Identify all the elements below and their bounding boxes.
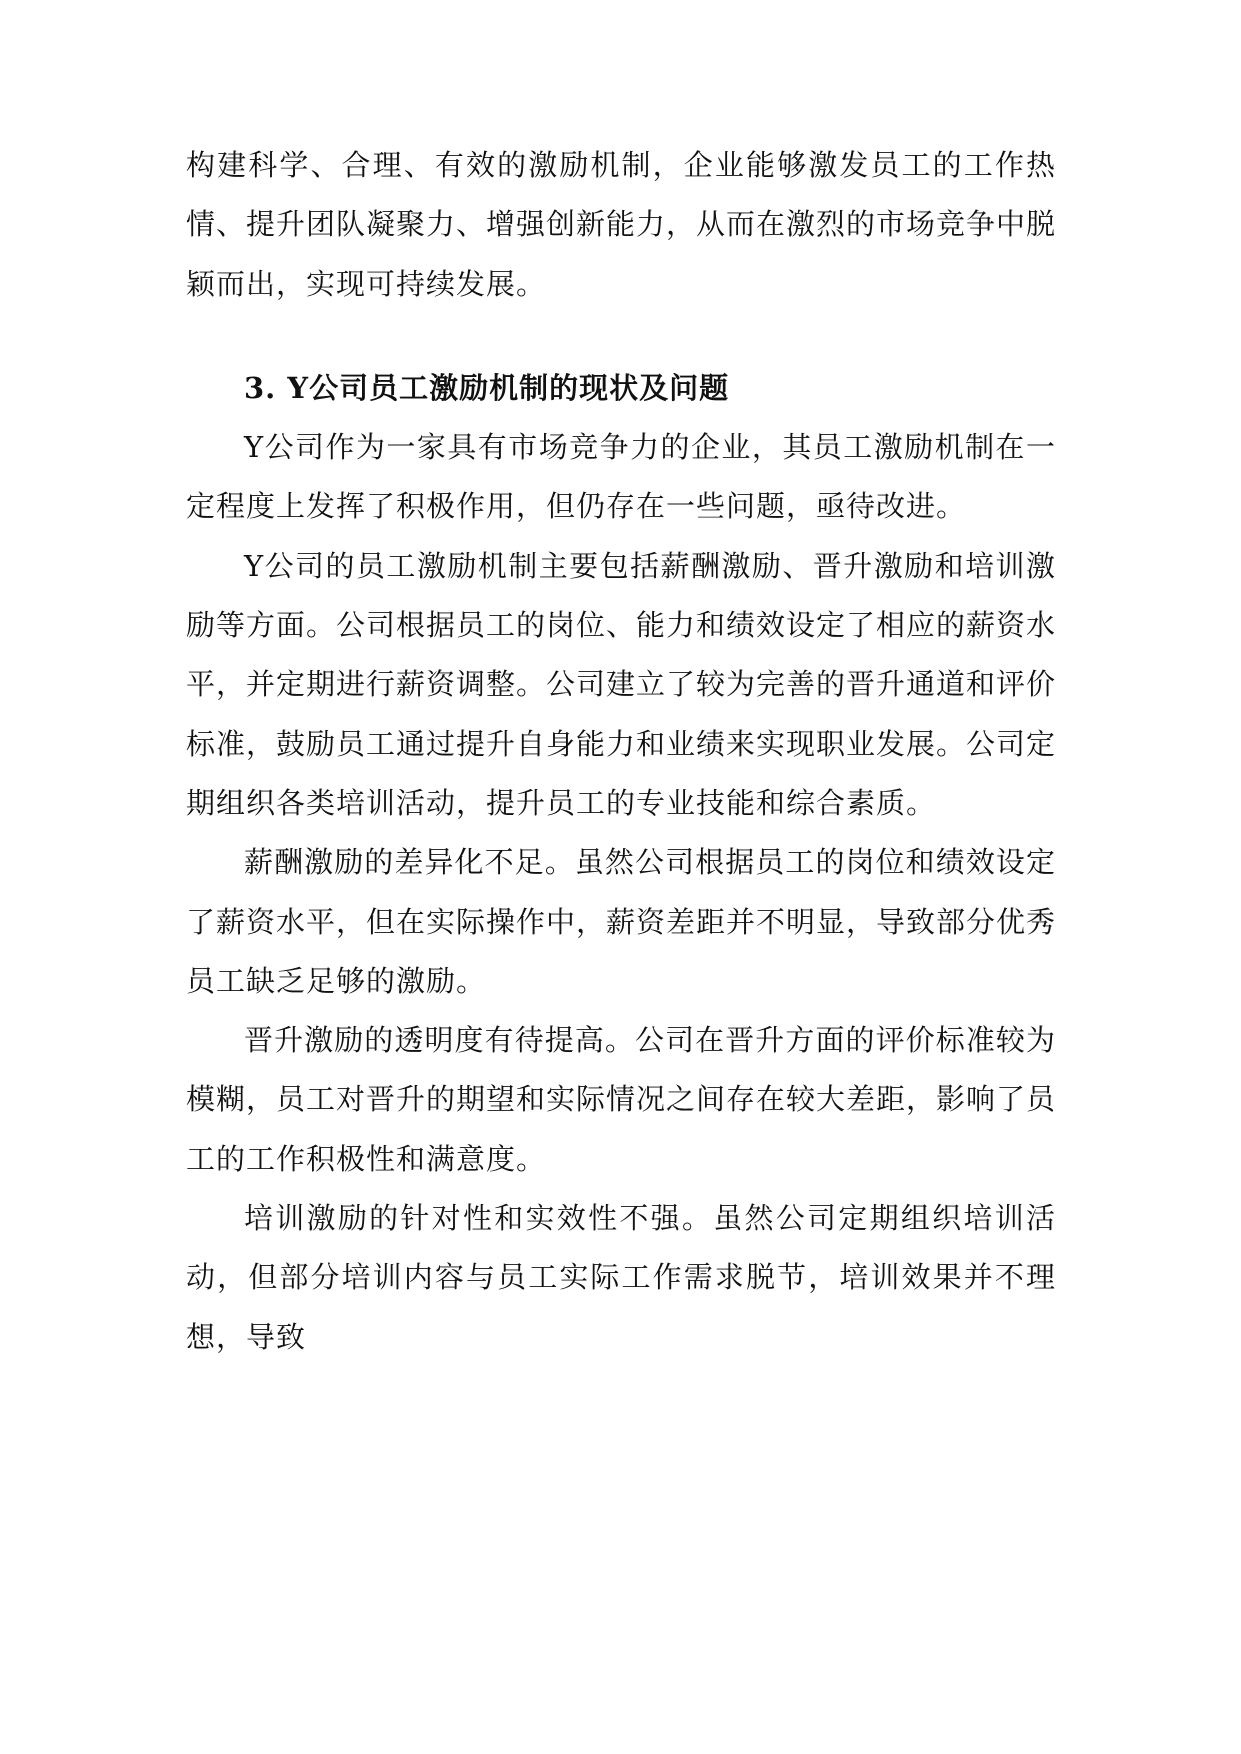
- paragraph-intro-continuation: 构建科学、合理、有效的激励机制，企业能够激发员工的工作热情、提升团队凝聚力、增强创新能力，从而在激烈的市场竞争中脱颖而出，实现可持续发展。: [186, 148, 1057, 301]
- paragraph-overview: Y公司作为一家具有市场竞争力的企业，其员工激励机制在一定程度上发挥了积极作用，但仍存在一些问题，亟待改进。: [186, 430, 1056, 524]
- paragraph-promotion-problem: 晋升激励的透明度有待提高。公司在晋升方面的评价标准较为模糊，员工对晋升的期望和实际情况之间存在较大差距，影响了员工的工作积极性和满意度。: [186, 1023, 1057, 1176]
- paragraph-current-mechanism: Y公司的员工激励机制主要包括薪酬激励、晋升激励和培训激励等方面。公司根据员工的岗位、能力和绩效设定了相应的薪资水平，并定期进行薪资调整。公司建立了较为完善的晋升通道和评价标准，鼓励员工通过提升自身能力和业绩来实现职业发展。公司定期组织各类培训活动，提升员工的专业技能和综合素质。: [186, 548, 1057, 820]
- document-body: [186, 136, 1056, 1367]
- paragraph-salary-problem: 薪酬激励的差异化不足。虽然公司根据员工的岗位和绩效设定了薪资水平，但在实际操作中，薪资差距并不明显，导致部分优秀员工缺乏足够的激励。: [186, 845, 1057, 998]
- section-heading-3: 3. Y公司员工激励机制的现状及问题: [244, 370, 730, 405]
- paragraph-training-problem: 培训激励的针对性和实效性不强。虽然公司定期组织培训活动，但部分培训内容与员工实际工作需求脱节，培训效果并不理想，导致: [186, 1201, 1056, 1354]
